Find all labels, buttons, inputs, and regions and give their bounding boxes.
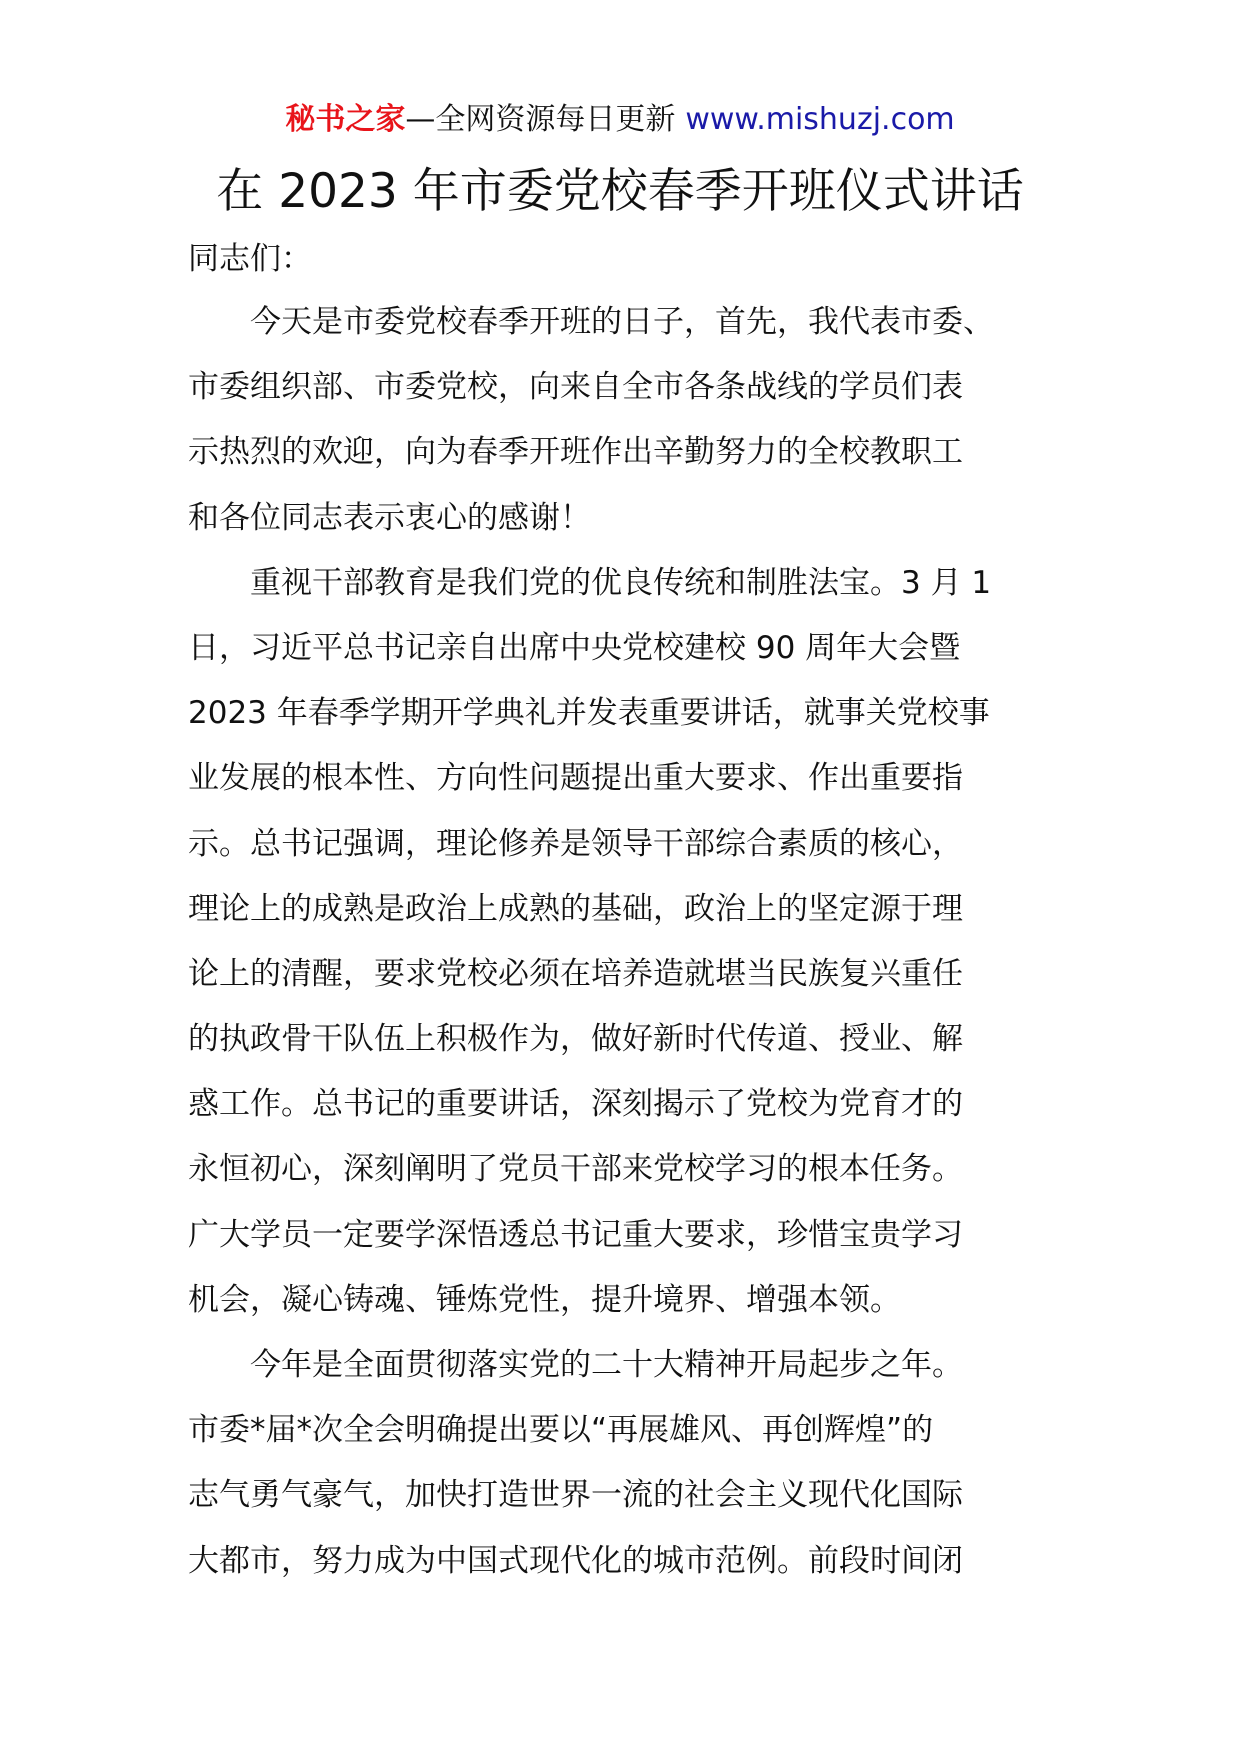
paragraph-line: 大都市，努力成为中国式现代化的城市范例。前段时间闭	[188, 1542, 963, 1579]
paragraph-line: 广大学员一定要学深悟透总书记重大要求，珍惜宝贵学习	[188, 1216, 963, 1253]
header-tagline: —全网资源每日更新	[405, 102, 676, 137]
paragraph-line: 市委*届*次全会明确提出要以“再展雄风、再创辉煌”的	[188, 1412, 934, 1449]
paragraph-line: 示。总书记强调，理论修养是领导干部综合素质的核心，	[188, 825, 963, 862]
salutation: 同志们：	[188, 241, 312, 277]
site-header	[0, 100, 1240, 140]
paragraph-line: 惑工作。总书记的重要讲话，深刻揭示了党校为党育才的	[188, 1086, 963, 1123]
paragraph-line: 今年是全面贯彻落实党的二十大精神开局起步之年。	[188, 1347, 963, 1383]
paragraph-1	[188, 290, 1068, 551]
paragraph-3	[188, 1333, 1068, 1594]
document-body	[188, 228, 1068, 1594]
paragraph-line: 的执政骨干队伍上积极作为，做好新时代传道、授业、解	[188, 1021, 963, 1058]
paragraph-line: 今天是市委党校春季开班的日子，首先，我代表市委、	[188, 304, 994, 340]
paragraph-line: 市委组织部、市委党校，向来自全市各条战线的学员们表	[188, 369, 963, 406]
paragraph-line: 永恒初心，深刻阐明了党员干部来党校学习的根本任务。	[188, 1151, 963, 1188]
site-url[interactable]: www.mishuzj.com	[685, 102, 955, 137]
paragraph-line: 示热烈的欢迎，向为春季开班作出辛勤努力的全校教职工	[188, 434, 963, 471]
document-title: 在 2023 年市委党校春季开班仪式讲话	[216, 164, 1024, 219]
paragraph-line: 业发展的根本性、方向性问题提出重大要求、作出重要指	[188, 760, 963, 797]
paragraph-line: 论上的清醒，要求党校必须在培养造就堪当民族复兴重任	[188, 955, 963, 992]
paragraph-line: 2023 年春季学期开学典礼并发表重要讲话，就事关党校事	[188, 695, 990, 732]
paragraph-line: 志气勇气豪气，加快打造世界一流的社会主义现代化国际	[188, 1477, 963, 1514]
paragraph-line: 和各位同志表示衷心的感谢！	[188, 499, 591, 536]
paragraph-line: 重视干部教育是我们党的优良传统和制胜法宝。3 月 1	[188, 564, 992, 601]
brand-name: 秘书之家	[285, 102, 406, 137]
paragraph-2	[188, 551, 1068, 1333]
paragraph-line: 理论上的成熟是政治上成熟的基础，政治上的坚定源于理	[188, 890, 963, 927]
paragraph-line: 日，习近平总书记亲自出席中央党校建校 90 周年大会暨	[188, 629, 961, 666]
paragraph-line: 机会，凝心铸魂、锤炼党性，提升境界、增强本领。	[188, 1281, 901, 1318]
